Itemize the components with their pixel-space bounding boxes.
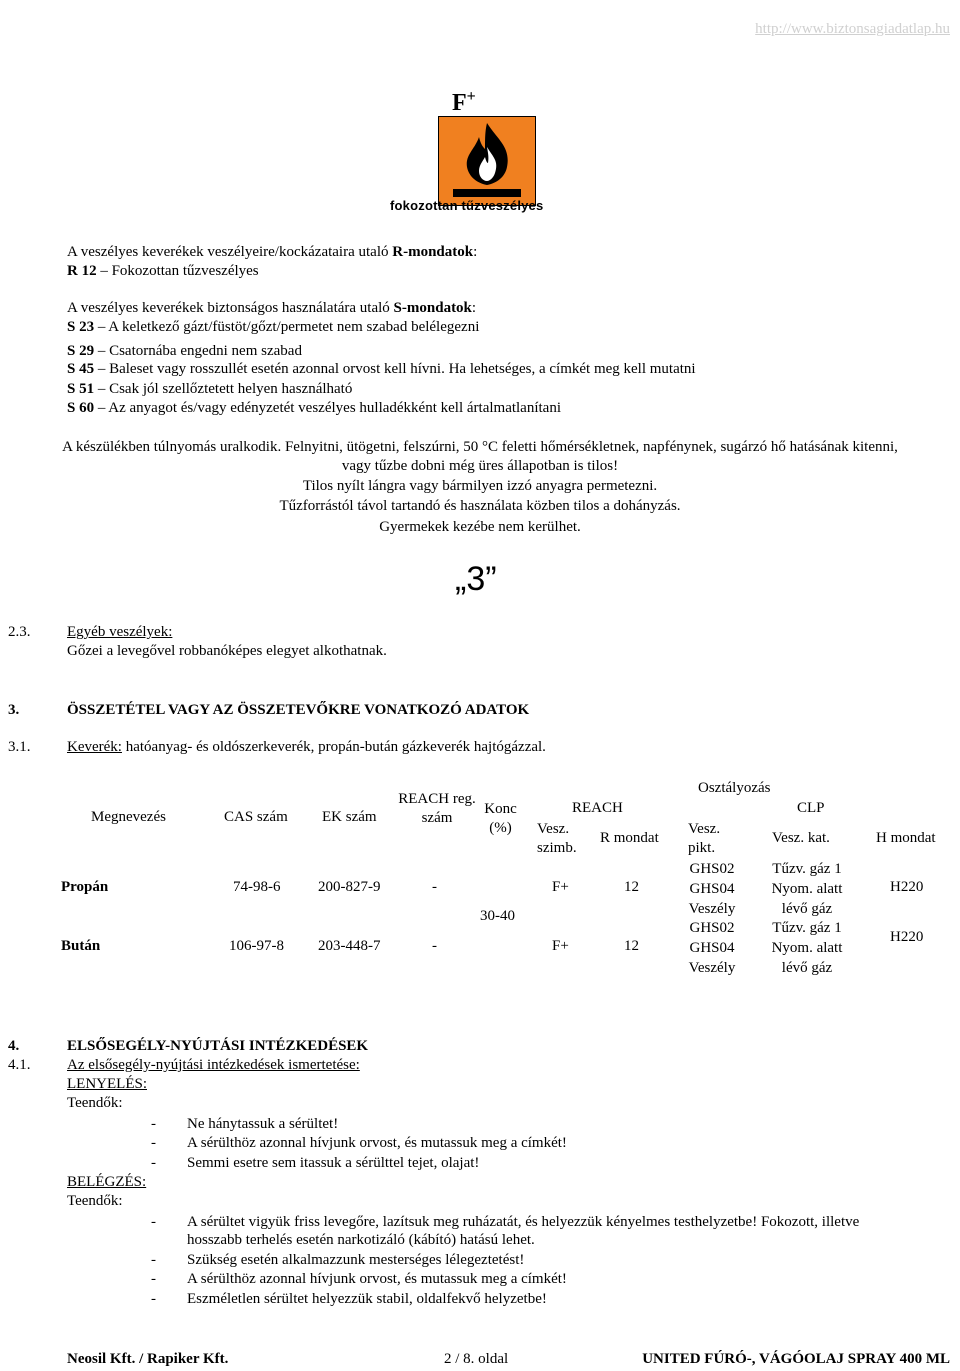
row-butan-h: H220 [890, 929, 924, 945]
row-propan-name: Propán [61, 879, 109, 895]
row-butan-kat: Tűzv. gáz 1 Nyom. alatt lévő gáz [771, 920, 843, 976]
belegzes-teendok: Teendők: [67, 1193, 123, 1209]
belegzes-item-4: Eszméletlen sérültet helyezzük stabil, oldalfekvő helyzetbe! [187, 1291, 547, 1307]
th-name: Megnevezés [91, 809, 166, 825]
row-butan-name: Bután [61, 938, 101, 954]
th-vesz-kat: Vesz. kat. [772, 830, 830, 846]
row-butan-r: 12 [624, 938, 639, 954]
warning-line-3: Tilos nyílt lángra vagy bármilyen izzó anyagra permetezni. [302, 478, 658, 494]
section-4-1-number: 4.1. [8, 1057, 31, 1073]
th-osztalyozas: Osztályozás [698, 780, 771, 796]
th-clp: CLP [797, 800, 825, 816]
r-phrase-r12: R 12 – Fokozottan tűzveszélyes [67, 263, 259, 279]
warning-line-2: vagy tűzbe dobni még üres állapotban is tilos! [341, 458, 619, 474]
section-3-number: 3. [8, 702, 20, 718]
s-phrase-s60: S 60 – Az anyagot és/vagy edényzetét veszélyes hulladékként kell ártalmatlanítani [67, 400, 561, 416]
flame-box [438, 116, 536, 206]
warning-line-4: Tűzforrástól távol tartandó és használata közben tilos a dohányzás. [279, 498, 681, 514]
section-3-1-text: Keverék: hatóanyag- és oldószerkeverék, propán-bután gázkeverék hajtógázzal. [67, 739, 546, 755]
lenyeles-dash-2: - [151, 1135, 156, 1151]
th-konc: Konc (%) [484, 801, 517, 836]
section-4-number: 4. [8, 1038, 20, 1054]
section-2-3-title: Egyéb veszélyek: [67, 624, 173, 640]
lenyeles-heading: LENYELÉS: [67, 1076, 147, 1092]
footer-company: Neosil Kft. / Rapiker Kft. [67, 1351, 229, 1367]
lenyeles-item-3: Semmi esetre sem itassuk a sérülttel tejet, olajat! [187, 1155, 480, 1171]
th-reach-reg: REACH reg. szám [398, 791, 476, 826]
created-date: Elkészítés időpontja: 2011. 06. 01. [8, 3, 216, 19]
row-butan-reach: - [432, 938, 437, 954]
lenyeles-dash-1: - [151, 1116, 156, 1132]
row-propan-szimb: F+ [552, 879, 569, 895]
belegzes-item-1b: hosszabb terhelés esetén narkotizáló (kábító) hatású lehet. [187, 1232, 535, 1248]
belegzes-dash-1: - [151, 1214, 156, 1230]
belegzes-dash-4: - [151, 1291, 156, 1307]
page-quote-mark: „3” [455, 560, 497, 598]
lenyeles-item-2: A sérülthöz azonnal hívjunk orvost, és mutassuk meg a címkét! [187, 1135, 567, 1151]
lenyeles-item-1: Ne hánytassuk a sérültet! [187, 1116, 339, 1132]
s-phrases-intro: A veszélyes keverékek biztonságos használatára utaló S-mondatok: [67, 300, 477, 316]
belegzes-item-1a: A sérültet vigyük friss levegőre, lazítsuk meg ruházatát, és helyezzük kényelmes testhelyzetbe! Fokozott, illetve [187, 1214, 860, 1230]
row-butan-szimb: F+ [552, 938, 569, 954]
warning-line-1: A készülékben túlnyomás uralkodik. Felnyitni, ütögetni, felszúrni, 50 °C feletti hőmérsékletnek, napfénynek, sugárzó hő hatásának kitenni, [62, 439, 898, 455]
website-link[interactable]: http://www.biztonsagiadatlap.hu [755, 21, 950, 37]
section-3-title: ÖSSZETÉTEL VAGY AZ ÖSSZETEVŐKRE VONATKOZÓ ADATOK [67, 702, 530, 718]
section-4-title: ELSŐSEGÉLY-NYÚJTÁSI INTÉZKEDÉSEK [67, 1038, 369, 1054]
hazard-pictogram [390, 88, 570, 218]
s-phrase-s45: S 45 – Baleset vagy rosszullét esetén azonnal orvost kell hívni. Ha lehetséges, a címkét meg kell mutatni [67, 361, 696, 377]
warning-line-5: Gyermekek kezébe nem kerülhet. [379, 519, 581, 535]
section-2-3-text: Gőzei a levegővel robbanóképes elegyet alkothatnak. [67, 643, 387, 659]
belegzes-dash-2: - [151, 1252, 156, 1268]
belegzes-heading: BELÉGZÉS: [67, 1174, 147, 1190]
row-propan-cas: 74-98-6 [233, 879, 281, 895]
s-phrase-s29: S 29 – Csatornába engedni nem szabad [67, 343, 302, 359]
th-r-mondat: R mondat [600, 830, 659, 846]
belegzes-item-2: Szükség esetén alkalmazzunk mesterséges lélegeztetést! [187, 1252, 525, 1268]
row-propan-reach: - [432, 879, 437, 895]
row-butan-ek: 203-448-7 [318, 938, 381, 954]
row-butan-cas: 106-97-8 [229, 938, 284, 954]
footer-page-number: 2 / 8. oldal [444, 1351, 509, 1367]
belegzes-item-3: A sérülthöz azonnal hívjunk orvost, és mutassuk meg a címkét! [187, 1271, 567, 1287]
s-phrase-s23: S 23 – A keletkező gázt/füstöt/gőzt/permetet nem szabad belélegezni [67, 319, 480, 335]
th-vesz-szimb: Vesz. szimb. [537, 821, 577, 856]
th-cas: CAS szám [224, 809, 288, 825]
th-ek: EK szám [322, 809, 377, 825]
footer-product: UNITED FÚRÓ-, VÁGÓOLAJ SPRAY 400 ML [642, 1351, 950, 1367]
th-h-mondat: H mondat [876, 830, 936, 846]
row-propan-ek: 200-827-9 [318, 879, 381, 895]
konc-value: 30-40 [480, 908, 515, 924]
revision-date: Felülvizsgálat időpontja: 2012. 11. 19. [8, 22, 239, 38]
pictogram-caption: fokozottan tűzveszélyes [390, 198, 544, 213]
section-3-1-number: 3.1. [8, 739, 31, 755]
belegzes-dash-3: - [151, 1271, 156, 1287]
row-butan-pikt: GHS02 GHS04 Veszély [688, 920, 736, 976]
version-number: Verziószám: 2 [8, 41, 94, 57]
flame-icon [439, 117, 535, 205]
header-dates [8, 2, 239, 59]
hazard-letter: F+ [452, 88, 476, 116]
section-4-1-title: Az elsősegély-nyújtási intézkedések ismertetése: [67, 1057, 360, 1073]
r-phrases-intro: A veszélyes keverékek veszélyeire/kockázataira utaló R-mondatok: [67, 244, 478, 260]
lenyeles-dash-3: - [151, 1155, 156, 1171]
row-propan-pikt: GHS02 GHS04 Veszély [688, 861, 736, 917]
lenyeles-teendok: Teendők: [67, 1095, 123, 1111]
row-propan-r: 12 [624, 879, 639, 895]
th-reach: REACH [572, 800, 623, 816]
section-2-3-number: 2.3. [8, 624, 31, 640]
th-vesz-pikt: Vesz. pikt. [688, 821, 721, 856]
row-propan-kat: Tűzv. gáz 1 Nyom. alatt lévő gáz [771, 861, 843, 917]
row-propan-h: H220 [890, 879, 924, 895]
s-phrase-s51: S 51 – Csak jól szellőztetett helyen használható [67, 381, 353, 397]
